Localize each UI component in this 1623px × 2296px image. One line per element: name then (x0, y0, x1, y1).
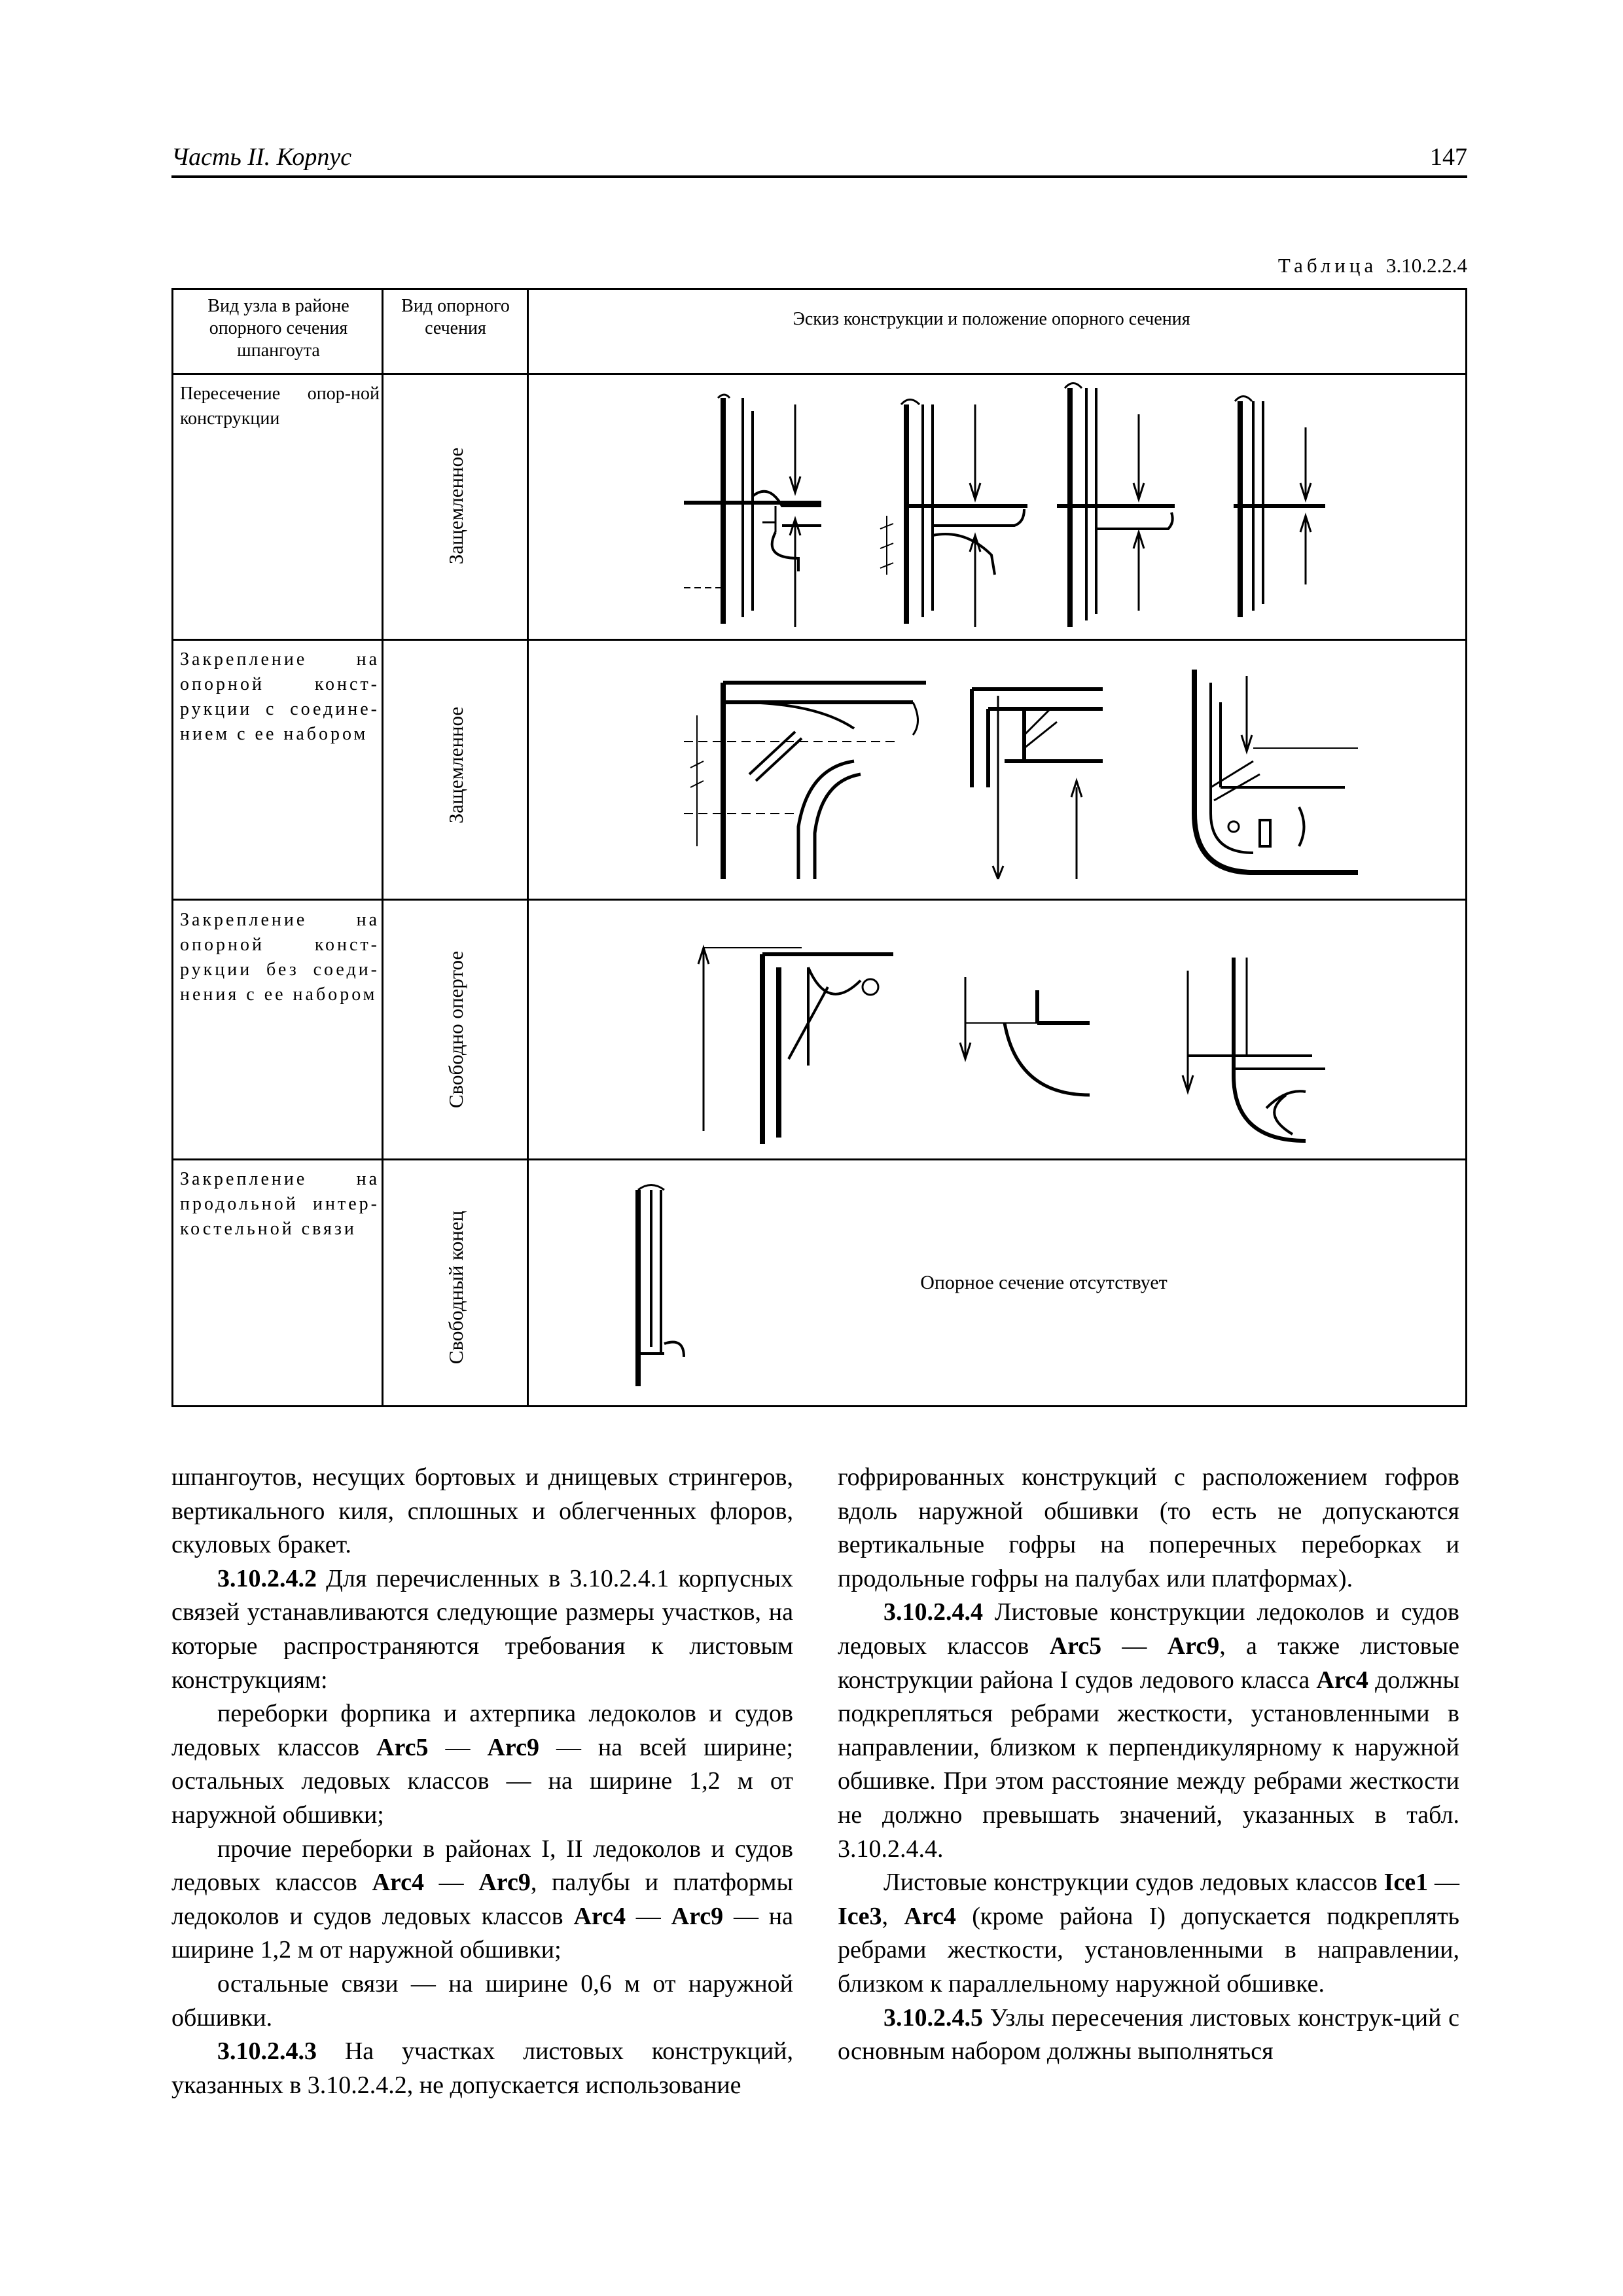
paragraph-text: должны подкрепляться ребрами жесткости, установленными в направлении, близком к перпендикулярному к наружной обшивке. При этом расстояние между ребрами жесткости не должно превышать значений, указанных в табл. 3.10.2.4.4. (838, 1666, 1460, 1863)
row-3-support: Свободно опертое (444, 950, 467, 1109)
sketch-intersection-2 (861, 385, 1044, 637)
paragraph-text: На участках листовых конструкций, указанных в 3.10.2.4.2, не допускается использование (171, 2037, 793, 2099)
paragraph-3-10-2-4-4 (838, 1596, 1459, 1866)
clause-number: 3.10.2.4.4 (883, 1598, 983, 1626)
table-divider (527, 290, 529, 1405)
paragraph: шпангоутов, несущих бортовых и днищевых стрингеров, вертикального киля, сплошных и облегченных флоров, скуловых бракет. (171, 1463, 793, 1559)
sketch-intersection-3 (1037, 375, 1188, 637)
paragraph-text: Для перечисленных в 3.10.2.4.1 корпусных связей устанавливаются следующие размеры участков, на которые распространяются требования к листовым конструкциям: (171, 1564, 793, 1694)
ice-class: Arc9 (478, 1869, 531, 1897)
ice-class: Arc4 (573, 1902, 626, 1930)
ice-class: Ice1 (1383, 1869, 1429, 1897)
ice-class: Arc9 (1167, 1632, 1220, 1660)
row-4-support: Свободный конец (444, 1210, 467, 1365)
dash: — (1428, 1869, 1460, 1897)
paragraph-3-10-2-4-2 (171, 1562, 793, 1697)
paragraph-3-10-2-4-5 (838, 2001, 1459, 2069)
paragraph-text: , а также листовые конструкции района I судов ледового класса (838, 1632, 1460, 1694)
sketch-attachment-with-framing-1 (684, 676, 959, 886)
ice-class: Arc9 (671, 1902, 724, 1930)
sketch-attachment-without-framing-1 (684, 928, 919, 1151)
row-2-support: Защемленное (444, 706, 467, 824)
running-title: Часть II. Корпус (171, 143, 352, 171)
paragraph-text: Узлы пересечения листовых конструк-ций с основным набором должны выполняться (838, 2003, 1459, 2066)
dash: — (625, 1902, 671, 1930)
row-1-support: Защемленное (444, 447, 467, 565)
table-divider (173, 1158, 1465, 1160)
ice-class: Arc4 (904, 1902, 956, 1930)
clause-number: 3.10.2.4.5 (883, 2003, 983, 2032)
row-4-node: Закрепление на продольной интер-костельной связи (180, 1169, 380, 1239)
sketch-attachment-without-framing-2 (939, 951, 1109, 1128)
ice-class: Arc5 (1049, 1632, 1102, 1660)
paragraph-text: — на всей ширине; остальных ледовых классов — на ширине 1,2 м от наружной обшивки; (171, 1733, 793, 1829)
paragraph-text: , палубы и платформы ледоколов и судов ледовых классов (171, 1869, 793, 1930)
table-divider (173, 373, 1465, 375)
ice-class: Arc9 (487, 1733, 539, 1761)
table-divider (382, 290, 383, 1405)
table-label (1278, 254, 1467, 278)
sketch-intersection-4 (1207, 388, 1358, 630)
paragraph-3-10-2-4-3 (171, 2035, 793, 2102)
body-column-right (838, 1461, 1459, 2069)
clause-number: 3.10.2.4.3 (217, 2037, 317, 2066)
paragraph-text: Листовые конструкции ледоколов и судов ледовых классов (838, 1598, 1459, 1660)
dash: — (428, 1733, 488, 1761)
support-sections-table (171, 288, 1467, 1407)
paragraph (171, 1833, 793, 1967)
row-2-node: Закрепление на опорной конст-рукции с соедине-нием с ее набором (180, 649, 380, 744)
paragraph-text: переборки форпика и ахтерпика ледоколов и судов ледовых классов (171, 1700, 793, 1761)
header-rule (171, 175, 1467, 178)
page-number: 147 (1430, 143, 1467, 171)
ice-class: Arc5 (376, 1733, 429, 1761)
ice-class: Ice3 (838, 1902, 882, 1930)
paragraph-text: — на ширине 1,2 м от наружной обшивки; (171, 1902, 793, 1964)
paragraph-text: (кроме района I) допускается подкреплять ребрами жесткости, установленными в направлении, близком к параллельному наружной обшивке. (838, 1902, 1459, 1998)
row-1-node: Пересечение опор-ной конструкции (180, 384, 380, 429)
dash: — (1101, 1632, 1168, 1660)
sketch-attachment-without-framing-3 (1162, 951, 1358, 1154)
paragraph (171, 1697, 793, 1832)
sketch-attachment-with-framing-3 (1162, 663, 1358, 886)
paragraph-text: , (882, 1902, 904, 1930)
paragraph-text: прочие переборки в районах I, II ледоколов и судов ледовых классов (171, 1835, 793, 1897)
table-label-number: 3.10.2.2.4 (1386, 254, 1467, 277)
paragraph (838, 1866, 1459, 2001)
paragraph-text: Листовые конструкции судов ледовых классов (883, 1869, 1384, 1897)
paragraph: остальные связи — на ширине 0,6 м от наружной обшивки. (171, 1969, 793, 2032)
sketch-intercostal-attachment (625, 1177, 717, 1399)
row-3-node: Закрепление на опорной конст-рукции без соеди-нения с ее набором (180, 910, 380, 1005)
column-header-support: Вид опорного сечения (401, 296, 510, 338)
body-column-left (171, 1461, 793, 2102)
table-divider (173, 639, 1465, 641)
column-header-sketch: Эскиз конструкции и положение опорного сечения (793, 309, 1190, 329)
dash: — (423, 1869, 479, 1897)
ice-class: Arc4 (372, 1869, 424, 1897)
table-divider (173, 899, 1465, 901)
ice-class: Arc4 (1316, 1666, 1368, 1694)
column-header-node: Вид узла в районе опорного сечения шпангоута (207, 296, 349, 361)
clause-number: 3.10.2.4.2 (217, 1564, 317, 1592)
paragraph: гофрированных конструкций с расположением гофров вдоль наружной обшивки (то есть не допускаются вертикальные гофры на поперечных переборках и продольные гофры на палубах или платформах). (838, 1463, 1459, 1592)
sketch-attachment-with-framing-2 (952, 683, 1109, 886)
table-label-prefix: Таблица (1277, 254, 1378, 277)
no-support-section-note: Опорное сечение отсутствует (920, 1272, 1168, 1293)
